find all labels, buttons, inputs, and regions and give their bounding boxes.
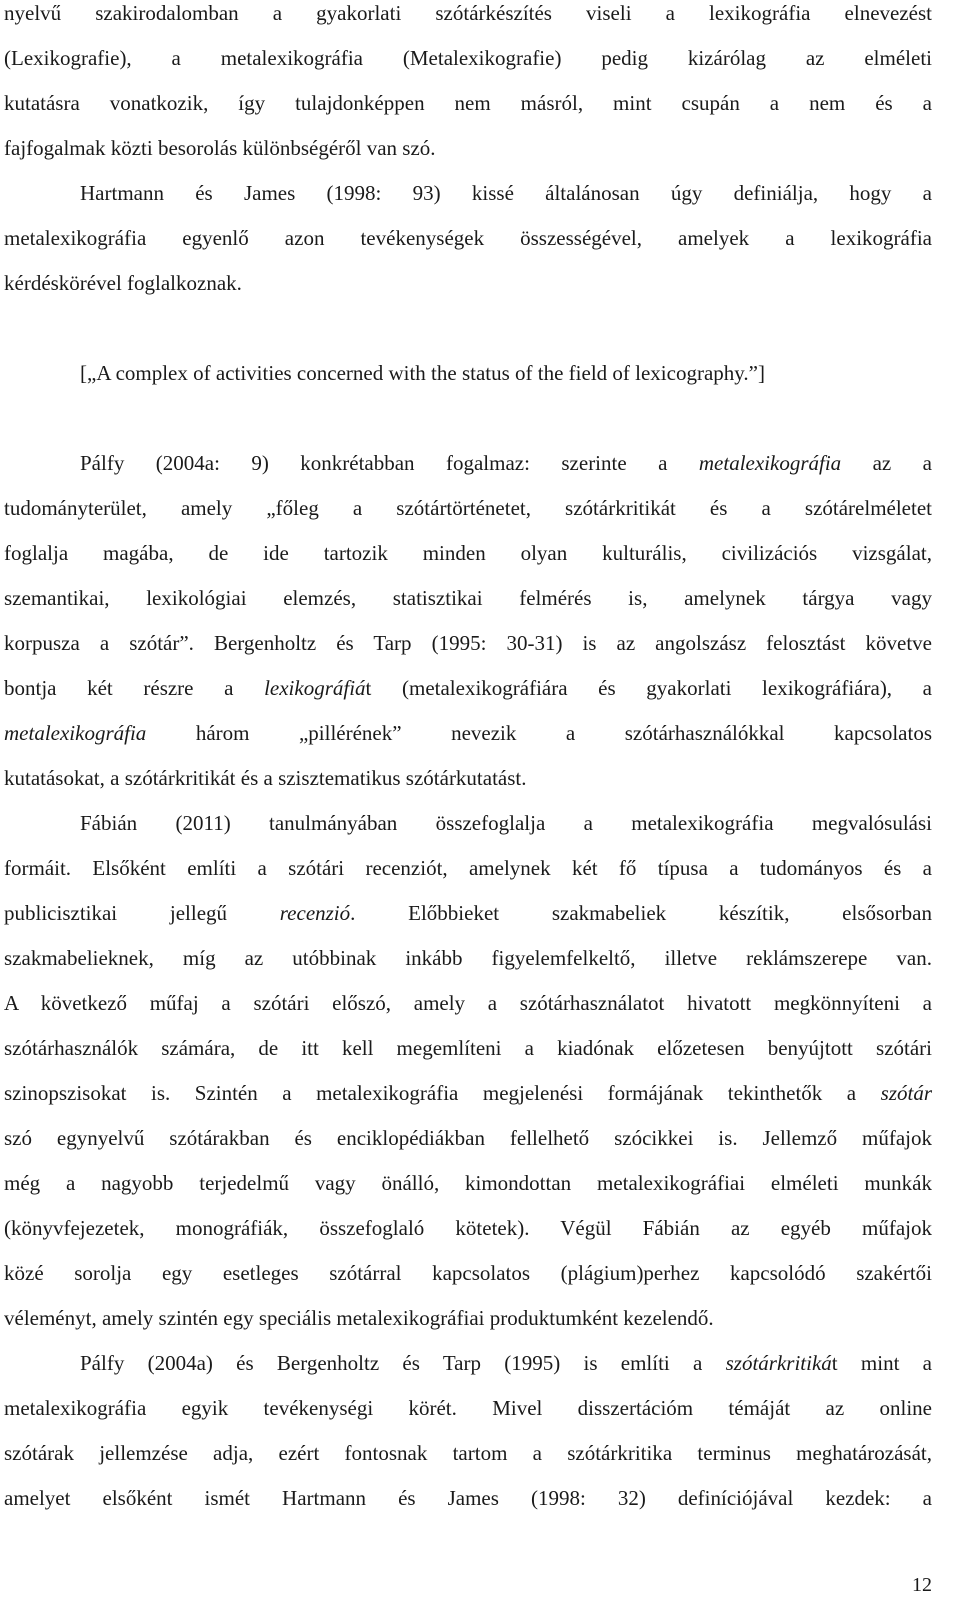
text-line [4, 720, 932, 746]
text-line: kérdéskörével foglalkoznak. [4, 271, 242, 295]
text-span: három „pillérének” nevezik a szótárhasználókkal kapcsolatos [146, 721, 932, 745]
text-line [80, 1350, 932, 1376]
block-quote: [„A complex of activities concerned with the status of the field of lexicography.”] [80, 361, 765, 385]
text-line: korpusza a szótár”. Bergenholtz és Tarp (1995: 30-31) is az angolszász felosztást követve [4, 631, 932, 655]
text-line: véleményt, amely szintén egy speciális metalexikográfiai produktumként kezelendő. [4, 1306, 714, 1330]
italic-term: lexikográfiá [264, 676, 366, 700]
text-line: formáit. Elsőként említi a szótári recenziót, amelynek két fő típusa a tudományos és a [4, 856, 932, 880]
text-line: kutatásokat, a szótárkritikát és a szisztematikus szótárkutatást. [4, 766, 527, 790]
text-line [4, 900, 932, 926]
text-line: közé sorolja egy esetleges szótárral kapcsolatos (plágium)perhez kapcsolódó szakértői [4, 1261, 932, 1285]
italic-term: metalexikográfia [4, 721, 147, 745]
text-line: szó egynyelvű szótárakban és enciklopédiákban fellelhető szócikkei is. Jellemző műfajok [4, 1126, 932, 1150]
text-span: bontja két részre a [4, 676, 265, 700]
italic-term: recenzió [279, 901, 351, 925]
text-line: Hartmann és James (1998: 93) kissé általánosan úgy definiálja, hogy a [80, 181, 932, 205]
text-span: szinopszisokat is. Szintén a metalexikográfia megjelenési formájának tekinthetők a [4, 1081, 881, 1105]
italic-term: metalexikográfia [698, 451, 842, 475]
text-line: fajfogalmak közti besorolás különbségéről van szó. [4, 136, 436, 160]
text-line: foglalja magába, de ide tartozik minden olyan kulturális, civilizációs vizsgálat, [4, 541, 932, 565]
text-line: szemantikai, lexikológiai elemzés, statisztikai felmérés is, amelynek tárgya vagy [4, 586, 932, 610]
text-line: amelyet elsőként ismét Hartmann és James (1998: 32) definíciójával kezdek: a [4, 1486, 932, 1510]
text-span: Pálfy (2004a) és Bergenholtz és Tarp (1995) is említi a [80, 1351, 726, 1375]
text-line: Fábián (2011) tanulmányában összefoglalja a metalexikográfia megvalósulási [80, 811, 932, 835]
text-line [4, 675, 932, 701]
text-span: t (metalexikográfiára és gyakorlati lexikográfiára), a [365, 676, 932, 700]
text-span: az a [841, 451, 932, 475]
text-line: kutatásra vonatkozik, így tulajdonképpen nem másról, mint csupán a nem és a [4, 91, 932, 115]
text-line: szótárak jellemzése adja, ezért fontosnak tartom a szótárkritika terminus meghatározását, [4, 1441, 932, 1465]
text-line: szótárhasználók számára, de itt kell megemlíteni a kiadónak előzetesen benyújtott szótári [4, 1036, 932, 1060]
text-line: metalexikográfia egyenlő azon tevékenységek összességével, amelyek a lexikográfia [4, 226, 932, 250]
text-span: t mint a [831, 1351, 932, 1375]
text-line: (Lexikografie), a metalexikográfia (Metalexikografie) pedig kizárólag az elméleti [4, 46, 932, 70]
text-line [4, 1080, 932, 1106]
text-span: . Előbbieket szakmabeliek készítik, elsősorban [350, 901, 932, 925]
text-line: szakmabelieknek, míg az utóbbinak inkább figyelemfelkeltő, illetve reklámszerepe van. [4, 946, 932, 970]
text-line: A következő műfaj a szótári előszó, amely a szótárhasználatot hivatott megkönnyíteni a [4, 991, 932, 1015]
text-span: publicisztikai jellegű [4, 901, 280, 925]
text-span: Pálfy (2004a: 9) konkrétabban fogalmaz: szerinte a [80, 451, 699, 475]
text-line [80, 450, 932, 476]
text-line: nyelvű szakirodalomban a gyakorlati szótárkészítés viseli a lexikográfia elnevezést [4, 1, 932, 25]
text-line: még a nagyobb terjedelmű vagy önálló, kimondottan metalexikográfiai elméleti munkák [4, 1171, 932, 1195]
text-line: tudományterület, amely „főleg a szótártörténetet, szótárkritikát és a szótárelméletet [4, 496, 932, 520]
text-line: metalexikográfia egyik tevékenységi körét. Mivel disszertációm témáját az online [4, 1396, 932, 1420]
italic-term: szótár [880, 1081, 932, 1105]
text-line: (könyvfejezetek, monográfiák, összefoglaló kötetek). Végül Fábián az egyéb műfajok [4, 1216, 932, 1240]
italic-term: szótárkritiká [725, 1351, 832, 1375]
page-number: 12 [912, 1574, 932, 1596]
